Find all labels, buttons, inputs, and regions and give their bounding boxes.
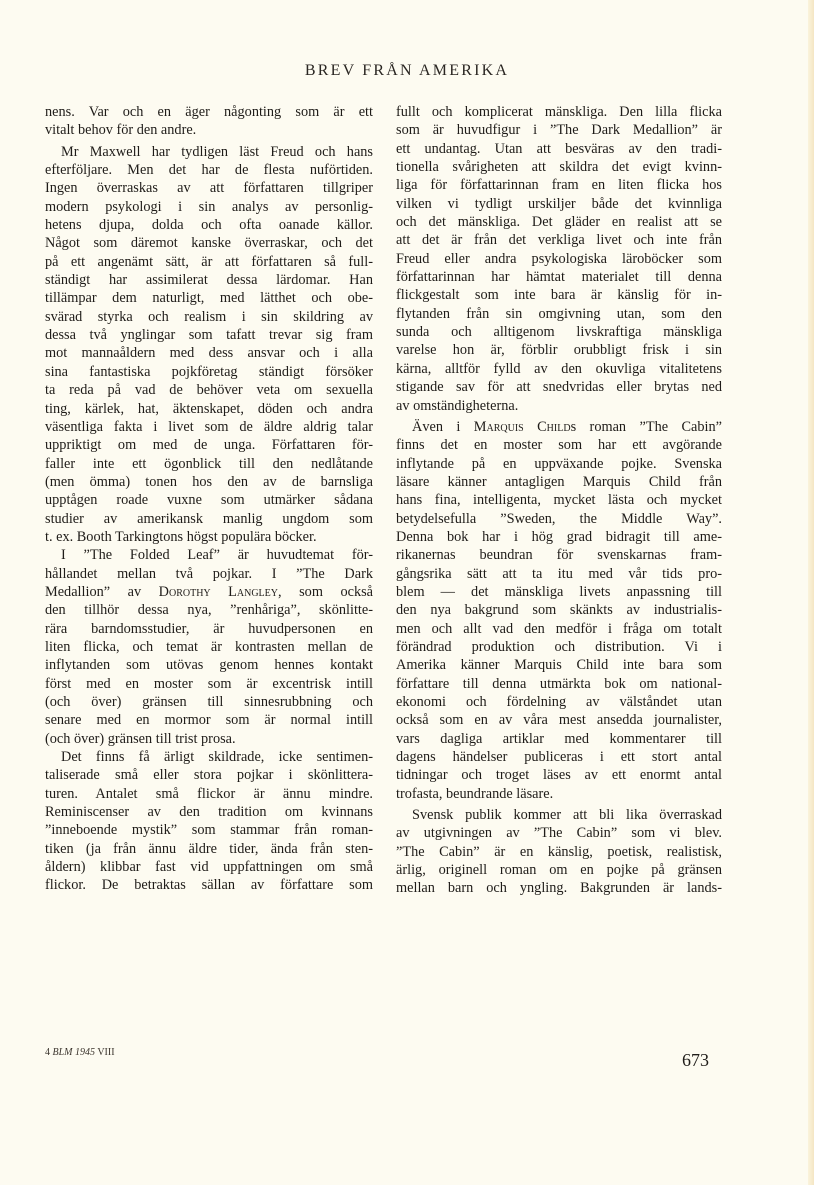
text-line: svärad styrka och realism i sin skildring av xyxy=(45,308,373,325)
text-line: mot mannaåldern med dess ansvar och i alla xyxy=(45,345,373,362)
text-line: på ett angenämt sätt, är att författaren så full- xyxy=(45,253,373,270)
text-line: sina fantastiska pojkföretag ständigt försöker xyxy=(45,363,373,380)
text-line: trofasta, beundrande läsare. xyxy=(396,785,554,802)
text-line: läsare känner antagligen Marquis Child från xyxy=(396,473,722,490)
text-line: inflytande på en uppväxande pojke. Svenska xyxy=(396,455,722,472)
text-line: kärna, alltför fylld av den okuvliga vitalitetens xyxy=(396,360,722,377)
text-line: ett undantag. Utan att besväras av den tradi- xyxy=(396,140,722,157)
text-line: men och allt vad den medför i fråga om totalt xyxy=(396,620,722,637)
text-line: väsentliga fakta i livet som de äldre aldrig talar xyxy=(45,418,373,435)
text-line: I ”The Folded Leaf” är huvudtemat för- xyxy=(61,547,373,564)
journal-abbrev: BLM xyxy=(52,1047,73,1058)
text-line: blem — det mänskliga livets anpassning till xyxy=(396,583,722,600)
text-line: den nya bakgrund som skänkts av industrialis- xyxy=(396,602,722,619)
text-line: Amerika känner Marquis Child inte bara som xyxy=(396,657,722,674)
text-line: tionella svårigheten att skildra det evigt kvinn- xyxy=(396,159,722,176)
text-line: nens. Var och en äger någonting som är ett xyxy=(45,104,373,120)
text-line: (och över) gränsen till sinnesrubbning och xyxy=(45,694,373,710)
text-line: (men ömma) tonen hos den av de barnsliga xyxy=(45,473,373,490)
text-line: flytanden från sin omgivning utan, som den xyxy=(396,305,722,322)
text-line: rära barndomsstudier, är huvudpersonen en xyxy=(45,620,373,637)
text-line: ”inneboende mystik” som stammar från roman- xyxy=(45,822,373,839)
text-line: varelse hon är, förblir orubbligt frisk i sin xyxy=(396,342,722,359)
text-line: rikanernas beundran för svenskarnas fram- xyxy=(396,547,722,564)
text-line-author-child: Även i Marquis Childs roman ”The Cabin” xyxy=(412,418,722,435)
left-column xyxy=(45,103,373,895)
issue-number: VIII xyxy=(97,1047,115,1058)
author-name-dorothy-langley: Dorothy Langley xyxy=(158,583,279,600)
text-line: också som en av våra mest ansedda journalister, xyxy=(396,712,722,729)
text-line: Reminiscenser av den tradition om kvinnans xyxy=(45,804,373,821)
text-line: ting, kärlek, hat, äktenskapet, döden och andra xyxy=(45,400,373,417)
text-line: mellan barn och yngling. Bakgrunden är lands- xyxy=(396,880,722,897)
text-line: hållandet mellan två pojkar. I ”The Dark xyxy=(45,565,373,582)
text-line: ta reda på vad de behöver veta om sexuella xyxy=(45,382,373,399)
text-line: Mr Maxwell har tydligen läst Freud och hans xyxy=(61,143,373,160)
text-line: tillämpar dem naturligt, med lätthet och obe- xyxy=(45,290,373,307)
text-line: ständigt har assimilerat dessa lärdomar. Han xyxy=(45,272,373,289)
text-line: Det finns få ärligt skildrade, icke sentimen- xyxy=(61,749,373,766)
running-head: BREV FRÅN AMERIKA xyxy=(304,62,510,79)
text-line: taliserade små eller stora pojkar i skönlittera- xyxy=(45,767,373,784)
text-line: av utgivningen av ”The Cabin” som vi blev. xyxy=(396,825,722,842)
text-line: liga för författarinnan fram en liten flicka hos xyxy=(396,177,722,194)
text-line: t. ex. Booth Tarkingtons högst populära böcker. xyxy=(45,528,317,545)
text-line: modern psykologi i sin analys av personlig- xyxy=(45,198,373,215)
text-line: betydelsefulla ”Sweden, the Middle Way”. xyxy=(396,510,722,527)
author-name-marquis-child: Marquis Child xyxy=(473,418,571,435)
signature-mark xyxy=(45,1047,115,1058)
text-line: turen. Antalet små flickor är ännu mindre. xyxy=(45,785,373,802)
text-line: (och över) gränsen till trist prosa. xyxy=(45,730,236,747)
text-line: studier av amerikansk manlig ungdom som xyxy=(45,510,373,527)
text-line: Freud eller andra psykologiska läroböcker som xyxy=(396,250,722,267)
text-line: uppriktigt om med de unga. Författaren för- xyxy=(45,437,373,454)
text-line: dessa två ynglingar som tafatt trevar sig fram xyxy=(45,327,373,344)
text-line: Något som däremot kanske överraskar, och det xyxy=(45,235,373,252)
text-line: faller inte ett ögonblick till den nedlåtande xyxy=(45,455,373,472)
text-line: senare med en mormor som är normal intill xyxy=(45,712,373,729)
text-line: liten flicka, och temat är kontrasten mellan de xyxy=(45,638,373,655)
text-line: Denna bok har i hög grad bidragit till ame- xyxy=(396,528,722,545)
text-line-author-langley: Medallion” av Dorothy Langley, som också xyxy=(45,583,374,600)
text-line: den tillhör dessa nya, ”renhåriga”, skönlitte- xyxy=(45,602,373,619)
text-line: författare till denna utmärkta bok om national- xyxy=(396,675,722,692)
text-line: åldern) klibbar fast vid uppfattningen om små xyxy=(45,859,373,876)
text-line: sunda och alltigenom livskraftiga mänskliga xyxy=(396,324,722,341)
text-line: som är huvudfigur i ”The Dark Medallion” är xyxy=(396,122,722,139)
text-line: ekonomi och fördelning av välståndet utan xyxy=(396,694,722,710)
text-line: stigande sav för att snedvridas eller brytas ned xyxy=(396,379,722,396)
text-line: Svensk publik kommer att bli lika överraskad xyxy=(412,807,722,824)
right-column xyxy=(396,103,722,898)
text-line: flickor. De betraktas sällan av författare som xyxy=(45,877,373,894)
text-line: ”The Cabin” är en känslig, poetisk, realistisk, xyxy=(396,843,722,860)
text-line: av omständigheterna. xyxy=(396,397,519,414)
text-line: vars dagliga artiklar med kommentarer till xyxy=(396,730,722,747)
page-edge-shadow xyxy=(808,0,814,1185)
text-line: tidningar och troget läses av ett enormt antal xyxy=(396,767,722,784)
text-line: hetens djupa, dolda och ofta oanade källor. xyxy=(45,217,373,234)
text-line: fullt och komplicerat mänskliga. Den lilla flicka xyxy=(396,104,722,120)
sheet-number: 4 xyxy=(45,1047,50,1058)
text-line: Ingen överraskas av att författaren tillgriper xyxy=(45,180,373,197)
text-line: tiken (ja från ännu äldre tider, ända från sten- xyxy=(45,840,373,857)
text-line: författarinnan har hämtat materialet till denna xyxy=(396,269,722,286)
text-line: finns det en moster som har ett avgörande xyxy=(396,437,722,454)
text-line: gångsrika sätt att ta itu med vår tids pro- xyxy=(396,565,722,582)
journal-year: 1945 xyxy=(75,1047,95,1058)
text-line: att det är från det verkliga livet och inte från xyxy=(396,232,722,249)
text-line: först med en moster som är excentrisk intill xyxy=(45,675,373,692)
page-number: 673 xyxy=(682,1050,709,1070)
text-line: vitalt behov för den andre. xyxy=(45,122,197,139)
text-line: och det mänskliga. Det gläder en realist att se xyxy=(396,214,722,231)
text-line: förändrad produktion och distribution. Vi i xyxy=(396,638,722,655)
text-line: upptågen roade vuxne som utmärker sådana xyxy=(45,492,373,509)
text-line: ärlig, originell roman om en pojke på gränsen xyxy=(396,862,722,879)
text-line: dagens händelser publiceras i ett stort antal xyxy=(396,749,722,766)
text-line: flickgestalt som inte bara är känslig för in- xyxy=(396,287,722,304)
text-line: inflytanden som utövas genom hennes kontakt xyxy=(45,657,373,674)
text-line: hans fina, intelligenta, mycket lästa och mycket xyxy=(396,492,722,509)
text-line: efterföljare. Men det har de flesta nuförtiden. xyxy=(45,162,373,179)
text-line: vilken vi tydligt urskiljer både det kvinnliga xyxy=(396,195,722,212)
